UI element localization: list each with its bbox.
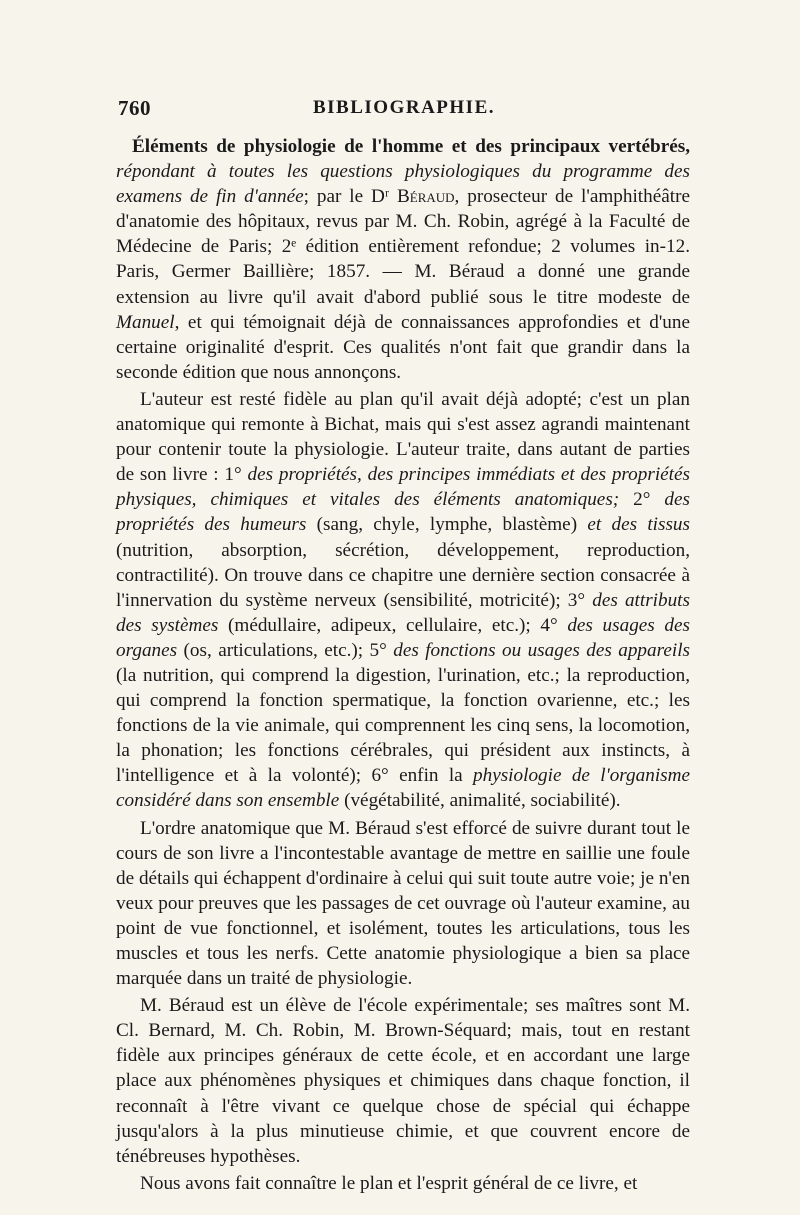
text-run-italic: des fonctions ou usages des appareils	[393, 639, 690, 661]
text-run: (os, articulations, etc.); 5°	[177, 639, 394, 661]
entry-summary: , et qui témoignait déjà de connaissances approfondies et d'une certaine originalité d'esprit. Ces qualités n'ont fait que grandir dans la seconde édition que nous annonçons.	[116, 311, 690, 383]
author-prefix: ; par le Dʳ	[303, 186, 397, 208]
publication-details: , prosecteur de l'amphithéâtre d'anatomie des hôpitaux, revus par M. Ch. Robin, agrégé à la Faculté de Médecine de Paris; 2ᵉ édition entièrement refondue; 2 volumes in-12. Paris, Germer Baillière; 1857. — M. Béraud a donné une grande extension au livre qu'il avait d'abord publié sous le titre modeste de	[116, 186, 690, 308]
page-header	[118, 96, 690, 126]
paragraph-conclusion: Nous avons fait connaître le plan et l'esprit général de ce livre, et	[140, 1172, 638, 1194]
text-run-italic: des propriétés des humeurs	[116, 489, 690, 536]
text-run: (sang, chyle, lymphe, blastème)	[306, 514, 588, 536]
text-run-italic: des usages des organes	[116, 614, 690, 661]
text-run-italic: physiologie de l'organisme considéré dans son ensemble	[116, 765, 690, 812]
text-run: (nutrition, absorption, sécrétion, développement, reproduction, contractilité). On trouve dans ce chapitre une dernière section consacrée à l'innervation du système nerveux (sensibilité, motricité); 3°	[116, 539, 690, 611]
text-run-italic: des attributs des systèmes	[116, 589, 690, 636]
book-subtitle: répondant à toutes les questions physiologiques du programme des examens de fin d'année	[116, 161, 690, 208]
text-run-italic: des propriétés, des principes immédiats et des propriétés physiques, chimiques et vitales des éléments anatomiques;	[116, 464, 690, 511]
text-run: (médullaire, adipeux, cellulaire, etc.); 4°	[218, 614, 568, 636]
text-run: L'auteur est resté fidèle au plan qu'il avait déjà adopté; c'est un plan anatomique qui remonte à Bichat, mais qui s'est assez agrandi maintenant pour contenir toute la physiologie. L'auteur traite, dans autant de parties de son livre : 1°	[116, 388, 690, 486]
text-run: (végétabilité, animalité, sociabilité).	[339, 790, 621, 812]
paragraph-anatomical-order: L'ordre anatomique que M. Béraud s'est efforcé de suivre durant tout le cours de son livre a l'incontestable avantage de mettre en saillie une foule de détails qui échappent d'ordinaire à celui qui suit toute autre voie; je n'en veux pour preuves que les passages de cet ouvrage où l'auteur examine, au point de vue fonctionnel, et isolément, toutes les articulations, tous les muscles et tous les nerfs. Cette anatomie physiologique a bien sa place marquée dans un traité de physiologie.	[116, 817, 690, 990]
author-name: Béraud	[396, 186, 455, 208]
text-body	[116, 134, 690, 1198]
paragraph-experimental-school: M. Béraud est un élève de l'école expérimentale; ses maîtres sont M. Cl. Bernard, M. Ch. Robin, M. Brown-Séquard; mais, tout en restant fidèle aux principes généraux de cette école, et en accordant une large place aux phénomènes physiques et chimiques dans chaque fonction, il reconnaît à l'être vivant ce quelque chose de spécial qui échappe jusqu'alors à la plus minutieuse chimie, et que couvrent encore de ténébreuses hypothèses.	[116, 995, 690, 1167]
bibliographic-entry	[116, 134, 690, 385]
running-title: BIBLIOGRAPHIE.	[312, 97, 495, 118]
page-number: 760	[118, 96, 151, 120]
text-run-italic: et des tissus	[587, 514, 690, 536]
book-title: Éléments de physiologie de l'homme et des principaux vertébrés,	[132, 136, 690, 157]
text-run: (la nutrition, qui comprend la digestion, l'urination, etc.; la reproduction, qui comprend la fonction spermatique, la fonction ovarienne, etc.; les fonctions de la vie animale, qui comprennent les cinq sens, la locomotion, la phonation; les fonctions cérébrales, qui président aux instincts, à l'intelligence et à la volonté); 6° enfin la	[116, 664, 690, 787]
paragraph-plan	[116, 387, 690, 814]
manual-title: Manuel	[116, 311, 175, 333]
text-run: 2°	[619, 489, 665, 511]
